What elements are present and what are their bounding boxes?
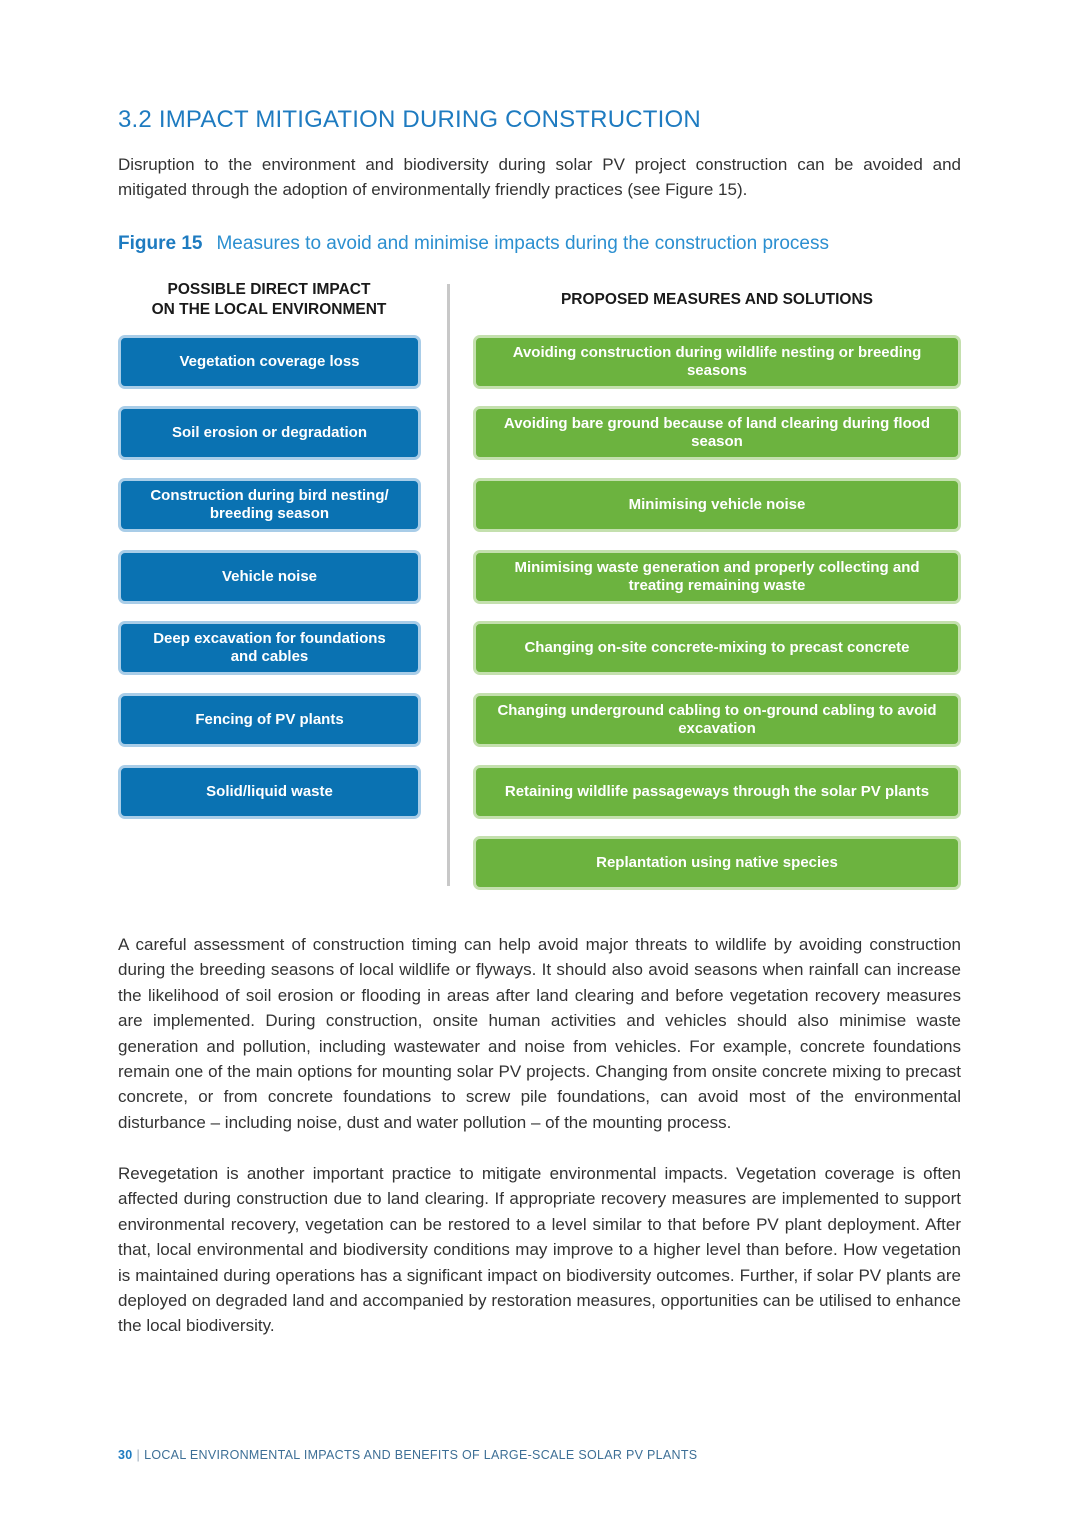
measure-box: Avoiding bare ground because of land clearing during flood season xyxy=(473,406,961,460)
measure-box: Minimising vehicle noise xyxy=(473,478,961,532)
impact-box: Fencing of PV plants xyxy=(118,693,421,747)
measures-column-header: PROPOSED MEASURES AND SOLUTIONS xyxy=(560,291,874,308)
footer-separator: | xyxy=(136,1448,141,1462)
impact-box: Solid/liquid waste xyxy=(118,765,421,819)
page-footer xyxy=(118,1448,697,1462)
measure-box: Changing on-site concrete-mixing to precast concrete xyxy=(473,621,961,675)
impact-box: Construction during bird nesting/ breeding season xyxy=(118,478,421,532)
running-title: LOCAL ENVIRONMENTAL IMPACTS AND BENEFITS OF LARGE-SCALE SOLAR PV PLANTS xyxy=(144,1448,698,1462)
measure-box: Avoiding construction during wildlife nesting or breeding seasons xyxy=(473,335,961,389)
impact-box: Soil erosion or degradation xyxy=(118,406,421,460)
figure-label: Figure 15 xyxy=(118,233,203,254)
impact-box: Deep excavation for foundations and cables xyxy=(118,621,421,675)
body-paragraph-2: Revegetation is another important practice to mitigate environmental impacts. Vegetation coverage is often affected during construction due to land clearing. If appropriate recovery measures are implemented to support environmental recovery, vegetation can be restored to a level similar to that before PV plant deployment. After that, local environmental and biodiversity conditions may improve to a higher level than before. How vegetation is maintained during operations has a significant impact on biodiversity outcomes. Further, if solar PV plants are deployed on degraded land and accompanied by restoration measures, opportunities can be utilised to enhance the local biodiversity. xyxy=(118,1164,961,1336)
figure-title: Measures to avoid and minimise impacts during the construction process xyxy=(216,233,829,254)
section-heading: 3.2 IMPACT MITIGATION DURING CONSTRUCTION xyxy=(118,106,701,133)
impact-header-line2: ON THE LOCAL ENVIRONMENT xyxy=(151,301,387,318)
measure-box: Replantation using native species xyxy=(473,836,961,890)
body-paragraph-1: A careful assessment of construction timing can help avoid major threats to wildlife by avoiding construction during the breeding seasons of local wildlife or flyways. It should also avoid seasons when rainfall can increase the likelihood of soil erosion or flooding in areas after land clearing and before vegetation recovery measures are implemented. During construction, onsite human activities and vehicles should also minimise waste generation and pollution, including wastewater and noise from vehicles. For example, concrete foundations remain one of the main options for mounting solar PV projects. Changing from onsite concrete mixing to precast concrete, or from concrete foundations to screw pile foundations, can avoid most of the environmental disturbance – including noise, dust and water pollution – of the mounting process. xyxy=(118,935,961,1132)
impact-column-header xyxy=(118,280,420,320)
page-number: 30 xyxy=(118,1448,133,1462)
impact-box: Vegetation coverage loss xyxy=(118,335,421,389)
impact-box: Vehicle noise xyxy=(118,550,421,604)
impact-header-line1: POSSIBLE DIRECT IMPACT xyxy=(167,281,371,298)
figure-caption xyxy=(118,233,829,255)
measure-box: Retaining wildlife passageways through the solar PV plants xyxy=(473,765,961,819)
column-divider xyxy=(447,284,450,886)
measure-box: Changing underground cabling to on-ground cabling to avoid excavation xyxy=(473,693,961,747)
measure-box: Minimising waste generation and properly collecting and treating remaining waste xyxy=(473,550,961,604)
intro-paragraph: Disruption to the environment and biodiversity during solar PV project construction can be avoided and mitigated through the adoption of environmentally friendly practices (see Figure 15). xyxy=(118,155,961,200)
